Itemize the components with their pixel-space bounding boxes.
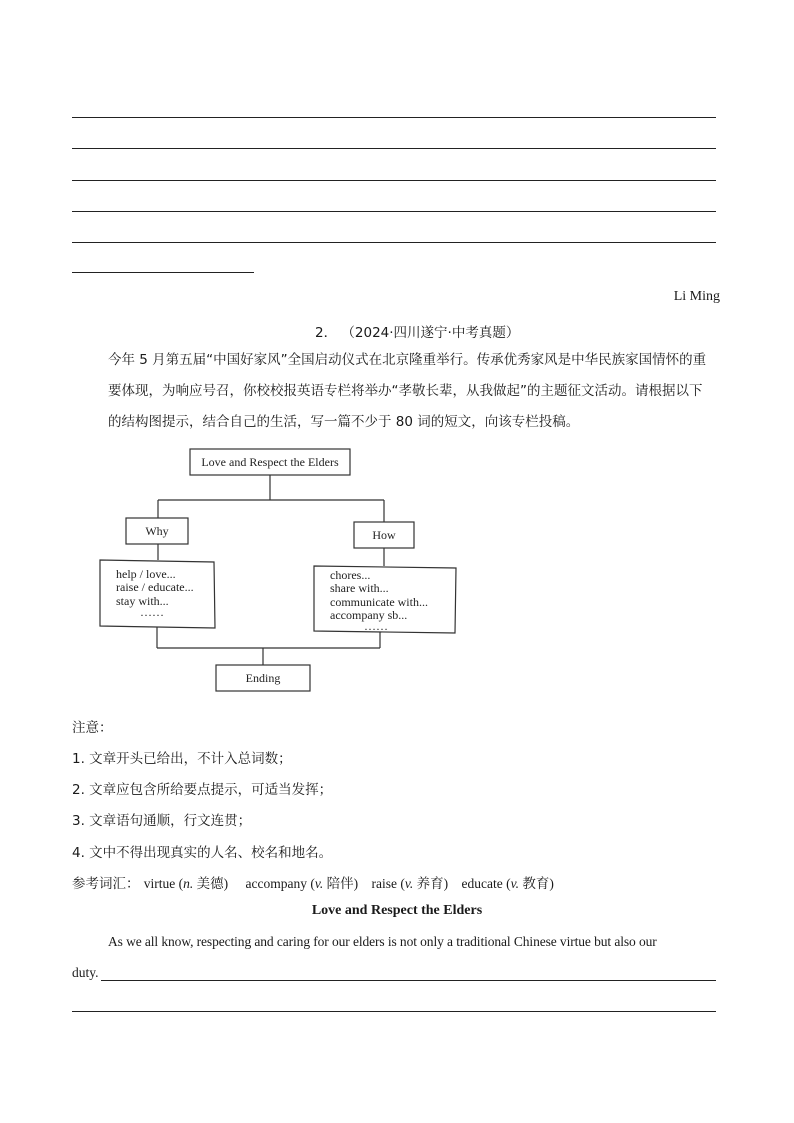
note-item: 4. 文中不得出现真实的人名、校名和地名。 xyxy=(72,845,333,861)
vocab-label: 参考词汇： xyxy=(72,876,140,892)
how-item: accompany sb... xyxy=(330,608,408,622)
how-label: How xyxy=(372,528,396,542)
prompt-line: 今年 5 月第五届“中国好家风”全国启动仪式在北京隆重举行。传承优秀家风是中华民族家国情怀的重 xyxy=(108,352,707,368)
note-item: 3. 文章语句通顺，行文连贯； xyxy=(72,813,252,829)
vocab-entry: educate (v. 教育) xyxy=(461,876,554,892)
essay-opening: As we all know, respecting and caring for our elders is not only a traditional Chinese virtue but also our xyxy=(108,934,657,949)
answer-line xyxy=(72,1011,716,1012)
answer-line-short xyxy=(72,272,254,273)
prompt-line: 要体现，为响应号召，你校校报英语专栏将举办“孝敬长辈，从我做起”的主题征文活动。请根据以下 xyxy=(108,383,703,399)
why-item: help / love... xyxy=(116,567,176,581)
note-item: 2. 文章应包含所给要点提示，可适当发挥； xyxy=(72,782,333,798)
notes-heading: 注意： xyxy=(72,720,113,736)
question-prompt-cont xyxy=(108,407,728,438)
answer-line xyxy=(101,980,716,981)
answer-line xyxy=(72,117,716,118)
essay-opening-cont: duty. xyxy=(72,965,99,980)
question-prompt-cont xyxy=(108,376,728,407)
answer-line xyxy=(72,148,716,149)
vocab-line xyxy=(72,872,554,892)
question-header xyxy=(315,321,519,341)
answer-line xyxy=(72,242,716,243)
question-number: 2． xyxy=(315,325,338,341)
why-item: raise / educate... xyxy=(116,580,194,594)
question-prompt xyxy=(108,345,728,376)
why-label: Why xyxy=(145,524,169,538)
vocab-entry: accompany (v. 陪伴) xyxy=(245,876,362,892)
prompt-line: 的结构图提示，结合自己的生活，写一篇不少于 80 词的短文，向该专栏投稿。 xyxy=(108,414,580,430)
ending-label: Ending xyxy=(245,671,281,685)
structure-diagram xyxy=(0,440,794,700)
how-item: communicate with... xyxy=(330,595,428,609)
question-source: （2024·四川遂宁·中考真题） xyxy=(341,325,520,341)
why-item: …… xyxy=(140,605,164,619)
note-item: 1. 文章开头已给出，不计入总词数； xyxy=(72,751,292,767)
signature: Li Ming xyxy=(673,289,720,304)
how-item: share with... xyxy=(330,581,389,595)
vocab-entry: virtue (n. 美德) xyxy=(143,876,232,892)
essay-title: Love and Respect the Elders xyxy=(311,903,483,918)
how-item: chores... xyxy=(330,568,371,582)
vocab-entry: raise (v. 养育) xyxy=(371,876,452,892)
answer-line xyxy=(72,180,716,181)
how-item: …… xyxy=(364,619,388,633)
why-item: stay with... xyxy=(116,594,169,608)
answer-line xyxy=(72,211,716,212)
diagram-title: Love and Respect the Elders xyxy=(201,455,339,469)
